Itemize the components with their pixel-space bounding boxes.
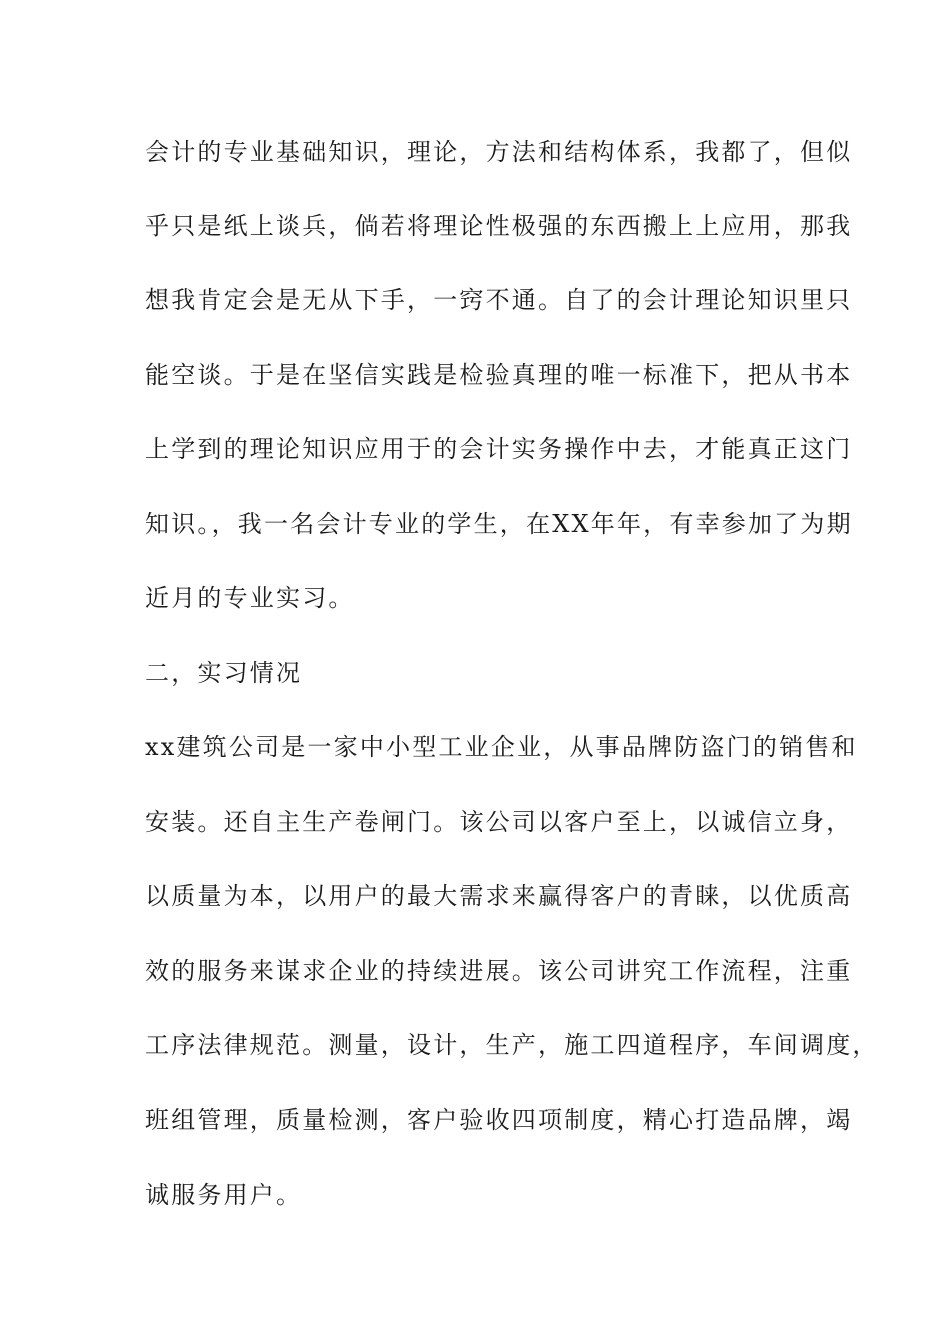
section-heading: 二，实习情况 (145, 659, 303, 687)
paragraph-line: xx建筑公司是一家中小型工业企业，从事品牌防盗门的销售和 (145, 733, 858, 761)
paragraph-line: 诚服务用户。 (145, 1181, 303, 1209)
paragraph-line: 上学到的理论知识应用于的会计实务操作中去，才能真正这门 (145, 435, 853, 463)
paragraph-line: 能空谈。于是在坚信实践是检验真理的唯一标准下，把从书本 (145, 361, 853, 389)
paragraph-line: 以质量为本，以用户的最大需求来赢得客户的青睐，以优质高 (145, 882, 853, 910)
paragraph-line: 想我肯定会是无从下手，一窍不通。自了的会计理论知识里只 (145, 286, 853, 314)
paragraph-line: 安装。还自主生产卷闸门。该公司以客户至上，以诚信立身， (145, 808, 853, 836)
paragraph-line: 知识。，我一名会计专业的学生，在XX年年，有幸参加了为期 (145, 510, 853, 538)
paragraph-line: 乎只是纸上谈兵，倘若将理论性极强的东西搬上上应用，那我 (145, 212, 853, 240)
paragraph-line: 会计的专业基础知识，理论，方法和结构体系，我都了，但似 (145, 138, 853, 166)
paragraph-line: 效的服务来谋求企业的持续进展。该公司讲究工作流程，注重 (145, 957, 853, 985)
paragraph-line: 班组管理，质量检测，客户验收四项制度，精心打造品牌，竭 (145, 1106, 853, 1134)
paragraph-line: 近月的专业实习。 (145, 584, 355, 612)
paragraph-line: 工序法律规范。测量，设计，生产，施工四道程序，车间调度， (145, 1031, 879, 1059)
